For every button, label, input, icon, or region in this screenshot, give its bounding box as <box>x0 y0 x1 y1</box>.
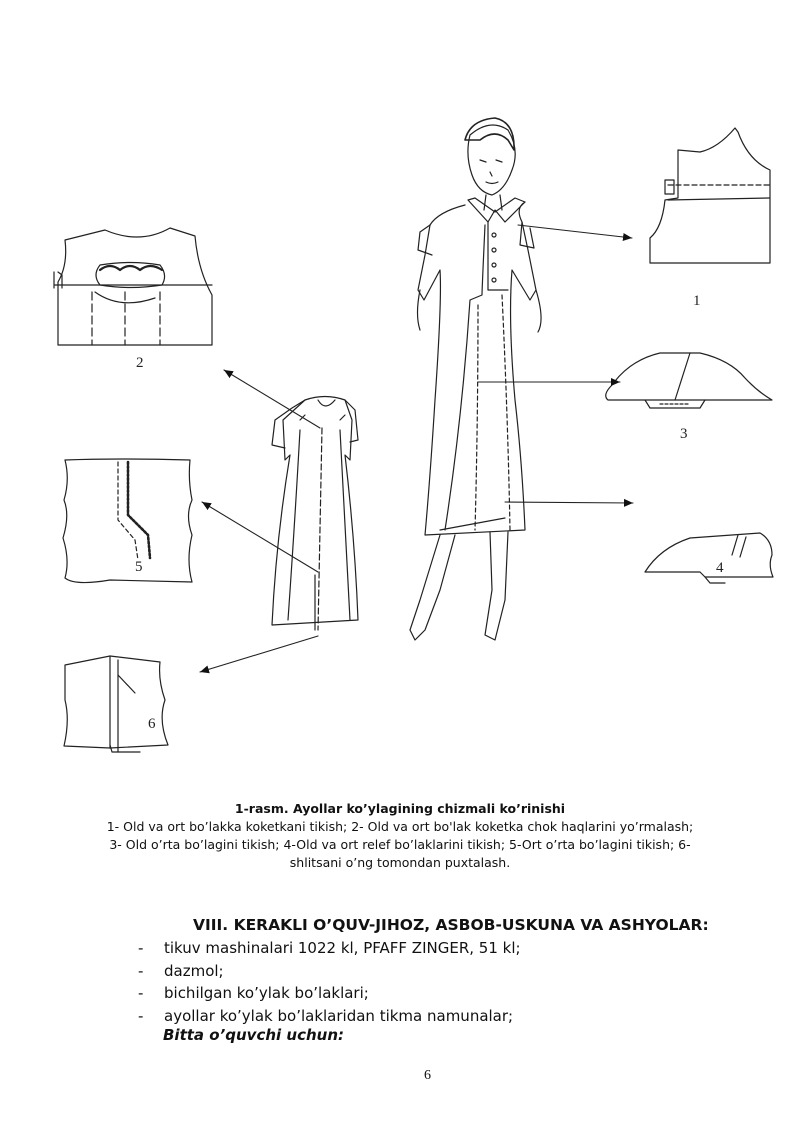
figure-label-5: 5 <box>135 559 143 575</box>
detail-5-drawing <box>63 459 192 583</box>
detail-2-drawing <box>54 228 212 345</box>
page-number: 6 <box>424 1068 431 1083</box>
list-item: - ayollar ko’ylak bo’laklaridan tikma namunalar; <box>138 1006 514 1025</box>
subheading: Bitta o’quvchi uchun: <box>163 1026 344 1044</box>
detail-3-drawing <box>606 353 772 408</box>
figure-label-4: 4 <box>716 560 724 576</box>
equipment-list <box>138 937 521 1027</box>
section-heading: VIII. KERAKLI O’QUV-JIHOZ, ASBOB-USKUNA VA ASHYOLAR: <box>193 916 709 934</box>
list-item: - tikuv mashinalari 1022 kl, PFAFF ZINGER, 51 kl; <box>138 939 521 957</box>
figure-label-6: 6 <box>148 716 156 732</box>
figure-caption-text: 1- Old va ort bo’lakka koketkani tikish; 2- Old va ort bo'lak koketka chok haqlarini yo’rmalash; 3- Old o’rta bo’lagini tikish; 4-Old va ort relef bo’laklarini tikish; 5-Ort o’rta bo’lagini tikish; 6-shlitsani o’ng tomondan puxtalash. <box>106 819 694 870</box>
list-item: - dazmol; <box>138 961 224 980</box>
figure-caption <box>100 800 700 872</box>
list-item: - bichilgan ko’ylak bo’laklari; <box>138 984 369 1002</box>
figure-label-3: 3 <box>680 426 688 442</box>
detail-1-drawing <box>650 128 770 263</box>
dress-back-view <box>272 397 358 631</box>
figure-label-2: 2 <box>136 355 144 371</box>
figure-caption-title: 1-rasm. Ayollar ko’ylagining chizmali ko’rinishi <box>234 801 566 816</box>
figure-label-1: 1 <box>693 293 701 309</box>
detail-6-drawing <box>64 656 168 752</box>
detail-4-drawing <box>645 533 773 583</box>
dress-front-view <box>410 118 541 640</box>
